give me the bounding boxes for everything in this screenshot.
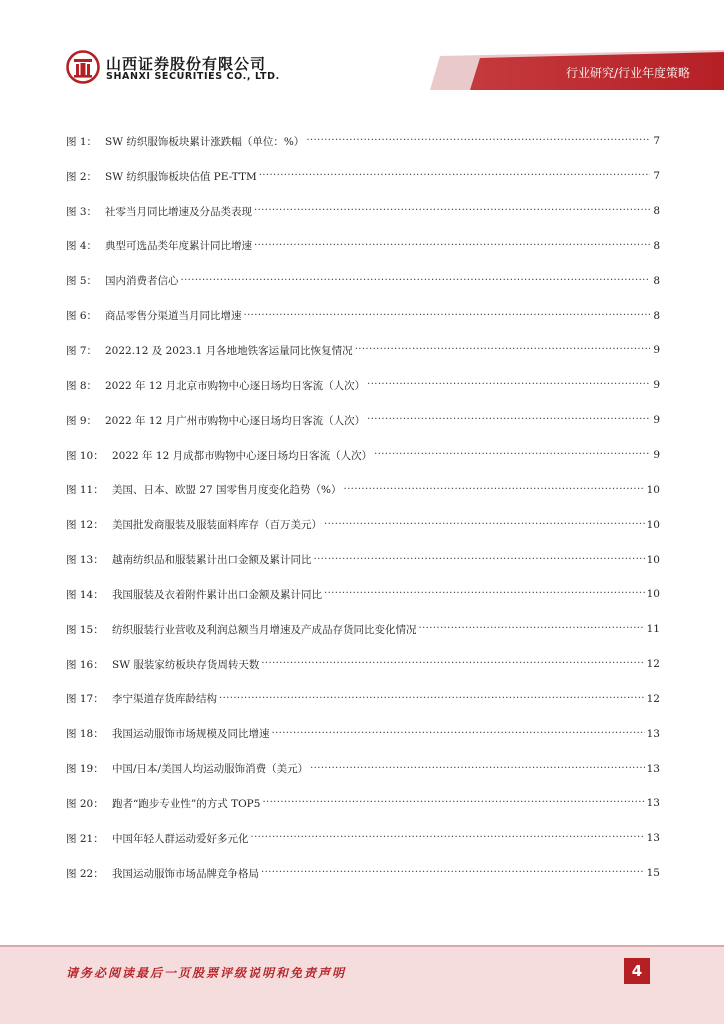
toc-dot-leader — [367, 414, 650, 426]
toc-dot-leader — [244, 310, 651, 322]
toc-dot-leader — [219, 693, 645, 705]
company-name-en: SHANXI SECURITIES CO., LTD. — [106, 71, 280, 82]
toc-row[interactable] — [66, 403, 660, 438]
toc-dot-leader — [254, 240, 650, 252]
toc-row[interactable] — [66, 472, 660, 507]
disclaimer-text: 请务必阅读最后一页股票评级说明和免责声明 — [66, 966, 347, 980]
toc-page-number: 8 — [653, 205, 660, 218]
toc-figure-title: 中国年轻人群运动爱好多元化 — [112, 832, 249, 845]
toc-page-number: 9 — [653, 414, 660, 427]
toc-figure-label: 图 13： — [66, 554, 104, 567]
toc-dot-leader — [259, 170, 650, 182]
toc-dot-leader — [324, 519, 645, 531]
toc-figure-title: 2022 年 12 月北京市购物中心逐日场均日客流（人次） — [105, 379, 366, 392]
toc-figure-label: 图 6： — [66, 310, 98, 323]
toc-page-number: 13 — [646, 727, 660, 740]
toc-dot-leader — [367, 379, 650, 391]
toc-row[interactable] — [66, 263, 660, 298]
toc-dot-leader — [374, 449, 650, 461]
toc-figure-label: 图 20： — [66, 797, 104, 810]
toc-page-number: 10 — [646, 518, 660, 531]
footer-band — [0, 945, 724, 1024]
toc-page-number: 12 — [646, 692, 660, 705]
toc-figure-label: 图 21： — [66, 832, 104, 845]
toc-figure-title: 跑者“跑步专业性”的方式 TOP5 — [112, 797, 261, 810]
toc-row[interactable] — [66, 542, 660, 577]
toc-figure-label: 图 1： — [66, 135, 98, 148]
toc-row[interactable] — [66, 647, 660, 682]
toc-figure-label: 图 4： — [66, 240, 98, 253]
toc-figure-title: 中国/日本/美国人均运动服饰消费（美元） — [112, 763, 309, 776]
toc-row[interactable] — [66, 577, 660, 612]
toc-page-number: 11 — [646, 623, 660, 636]
toc-figure-label: 图 19： — [66, 763, 104, 776]
toc-figure-title: SW 服装家纺板块存货周转天数 — [112, 658, 260, 671]
toc-dot-leader — [314, 554, 645, 566]
page-number: 4 — [624, 958, 650, 984]
toc-figure-title: 美国、日本、欧盟 27 国零售月度变化趋势（%） — [112, 484, 342, 497]
toc-row[interactable] — [66, 612, 660, 647]
toc-row[interactable] — [66, 821, 660, 856]
toc-figure-label: 图 8： — [66, 379, 98, 392]
toc-page-number: 8 — [653, 274, 660, 287]
toc-page-number: 13 — [646, 832, 660, 845]
toc-figure-title: 2022 年 12 月广州市购物中心逐日场均日客流（人次） — [105, 414, 366, 427]
toc-figure-title: 纺织服装行业营收及利润总额当月增速及产成品存货同比变化情况 — [112, 623, 417, 636]
toc-row[interactable] — [66, 368, 660, 403]
toc-page-number: 9 — [653, 449, 660, 462]
toc-figure-title: 我国运动服饰市场规模及同比增速 — [112, 728, 270, 741]
toc-figure-label: 图 2： — [66, 170, 98, 183]
toc-row[interactable] — [66, 507, 660, 542]
toc-figure-title: 2022 年 12 月成都市购物中心逐日场均日客流（人次） — [112, 449, 373, 462]
company-logo-icon — [66, 50, 100, 84]
toc-row[interactable] — [66, 333, 660, 368]
toc-dot-leader — [251, 832, 645, 844]
toc-figure-label: 图 18： — [66, 728, 104, 741]
toc-dot-leader — [261, 658, 644, 670]
toc-figure-title: 我国运动服饰市场品牌竞争格局 — [112, 867, 259, 880]
report-type-label: 行业研究/行业年度策略 — [565, 66, 690, 80]
toc-dot-leader — [181, 275, 651, 287]
toc-dot-leader — [272, 728, 645, 740]
toc-dot-leader — [344, 484, 645, 496]
toc-row[interactable] — [66, 751, 660, 786]
toc-figure-title: 国内消费者信心 — [105, 275, 179, 288]
toc-row[interactable] — [66, 682, 660, 717]
toc-figure-label: 图 10： — [66, 449, 104, 462]
toc-row[interactable] — [66, 716, 660, 751]
toc-figure-label: 图 12： — [66, 519, 104, 532]
toc-row[interactable] — [66, 159, 660, 194]
toc-figure-title: SW 纺织服饰板块估值 PE-TTM — [105, 170, 257, 183]
toc-figure-title: 越南纺织品和服装累计出口金额及累计同比 — [112, 554, 312, 567]
toc-figure-title: 美国批发商服装及服装面料库存（百万美元） — [112, 519, 322, 532]
toc-figure-title: 社零当月同比增速及分品类表现 — [105, 205, 252, 218]
toc-dot-leader — [262, 797, 644, 809]
toc-row[interactable] — [66, 194, 660, 229]
figure-list — [66, 124, 660, 891]
toc-page-number: 12 — [646, 658, 660, 671]
toc-page-number: 8 — [653, 309, 660, 322]
toc-figure-label: 图 7： — [66, 344, 98, 357]
toc-row[interactable] — [66, 438, 660, 473]
toc-page-number: 10 — [646, 553, 660, 566]
toc-dot-leader — [254, 205, 650, 217]
toc-dot-leader — [355, 344, 650, 356]
toc-dot-leader — [324, 588, 645, 600]
toc-dot-leader — [310, 763, 645, 775]
toc-dot-leader — [261, 867, 645, 879]
toc-figure-label: 图 3： — [66, 205, 98, 218]
toc-figure-title: 典型可选品类年度累计同比增速 — [105, 240, 252, 253]
page-header — [0, 0, 724, 90]
toc-figure-label: 图 22： — [66, 867, 104, 880]
toc-page-number: 15 — [646, 867, 660, 880]
toc-row[interactable] — [66, 229, 660, 264]
toc-figure-title: 2022.12 及 2023.1 月各地地铁客运量同比恢复情况 — [105, 344, 353, 357]
toc-dot-leader — [306, 135, 650, 147]
toc-page-number: 7 — [653, 170, 660, 183]
toc-page-number: 10 — [646, 483, 660, 496]
toc-figure-label: 图 11： — [66, 484, 104, 497]
toc-row[interactable] — [66, 124, 660, 159]
toc-page-number: 9 — [653, 344, 660, 357]
toc-figure-label: 图 17： — [66, 693, 104, 706]
toc-page-number: 9 — [653, 379, 660, 392]
toc-page-number: 7 — [653, 135, 660, 148]
toc-row[interactable] — [66, 298, 660, 333]
toc-figure-title: SW 纺织服饰板块累计涨跌幅（单位：%） — [105, 135, 305, 148]
toc-page-number: 13 — [646, 762, 660, 775]
toc-row[interactable] — [66, 786, 660, 821]
toc-figure-title: 我国服装及衣着附件累计出口金额及累计同比 — [112, 588, 322, 601]
toc-figure-title: 李宁渠道存货库龄结构 — [112, 693, 217, 706]
toc-dot-leader — [419, 623, 645, 635]
toc-figure-label: 图 16： — [66, 658, 104, 671]
company-name-cn: 山西证券股份有限公司 — [106, 55, 267, 73]
toc-figure-label: 图 15： — [66, 623, 104, 636]
toc-row[interactable] — [66, 856, 660, 891]
toc-page-number: 8 — [653, 239, 660, 252]
page-footer — [0, 945, 724, 1024]
toc-figure-title: 商品零售分渠道当月同比增速 — [105, 310, 242, 323]
toc-figure-label: 图 5： — [66, 275, 98, 288]
toc-figure-label: 图 14： — [66, 588, 104, 601]
toc-page-number: 10 — [646, 588, 660, 601]
toc-figure-label: 图 9： — [66, 414, 98, 427]
toc-page-number: 13 — [646, 797, 660, 810]
